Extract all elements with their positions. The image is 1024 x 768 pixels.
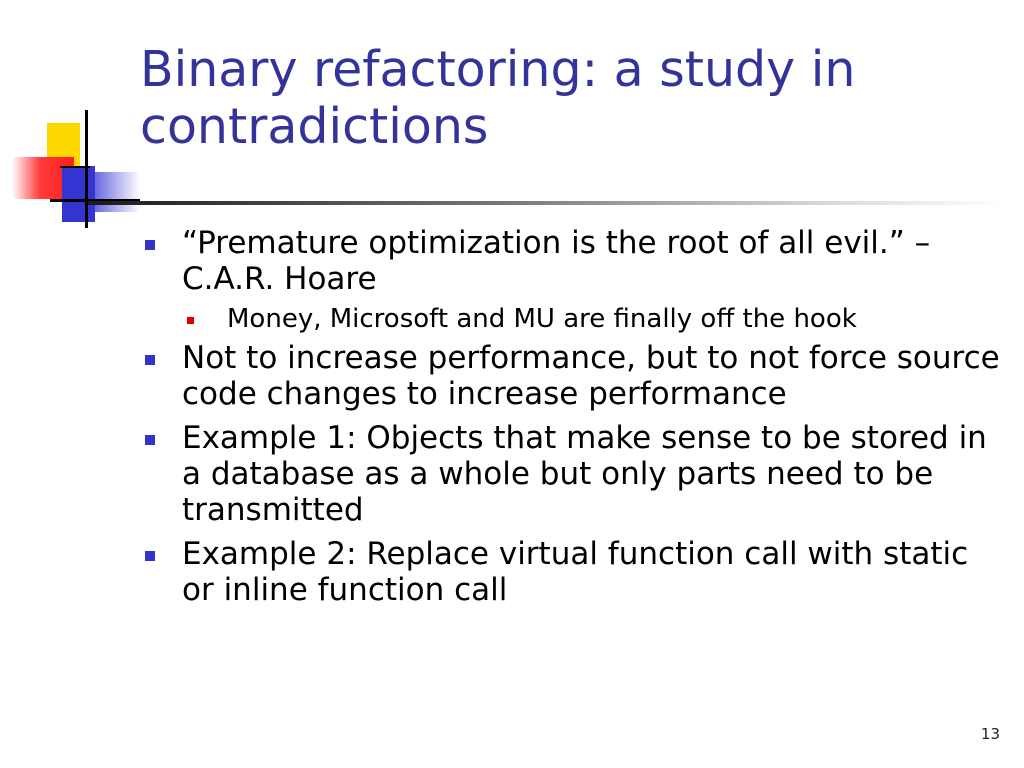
bullet-text: Not to increase performance, but to not force source code changes to increase performance: [182, 340, 1000, 412]
bullet-text: Example 2: Replace virtual function call with static or inline function call: [182, 536, 969, 608]
decorative-logo: [0, 100, 140, 230]
bullet-marker-icon: [145, 435, 155, 445]
title-divider: [88, 201, 1008, 205]
bullet-text: Example 1: Objects that make sense to be stored in a database as a whole but only parts need to be transmitted: [182, 420, 987, 528]
sub-bullet-item: [182, 303, 1005, 335]
bullet-text: “Premature optimization is the root of all evil.” – C.A.R. Hoare: [182, 225, 931, 297]
logo-short-line: [60, 166, 90, 168]
logo-blue-fade: [95, 172, 140, 212]
logo-blue-square: [62, 166, 95, 222]
sub-bullet-text: Money, Microsoft and MU are finally off the hook: [227, 304, 857, 334]
bullet-list: [145, 225, 1005, 608]
logo-vertical-line: [85, 110, 88, 228]
bullet-marker-icon: [145, 355, 155, 365]
sub-bullet-marker-icon: [187, 317, 194, 324]
slide-title: Binary refactoring: a study in contradictions: [140, 41, 856, 155]
bullet-marker-icon: [145, 551, 155, 561]
bullet-item: [145, 420, 1005, 528]
bullet-item: [145, 225, 1005, 297]
bullet-marker-icon: [145, 240, 155, 250]
page-number: 13: [980, 725, 1000, 743]
bullet-item: [145, 536, 1005, 608]
bullet-item: [145, 340, 1005, 412]
